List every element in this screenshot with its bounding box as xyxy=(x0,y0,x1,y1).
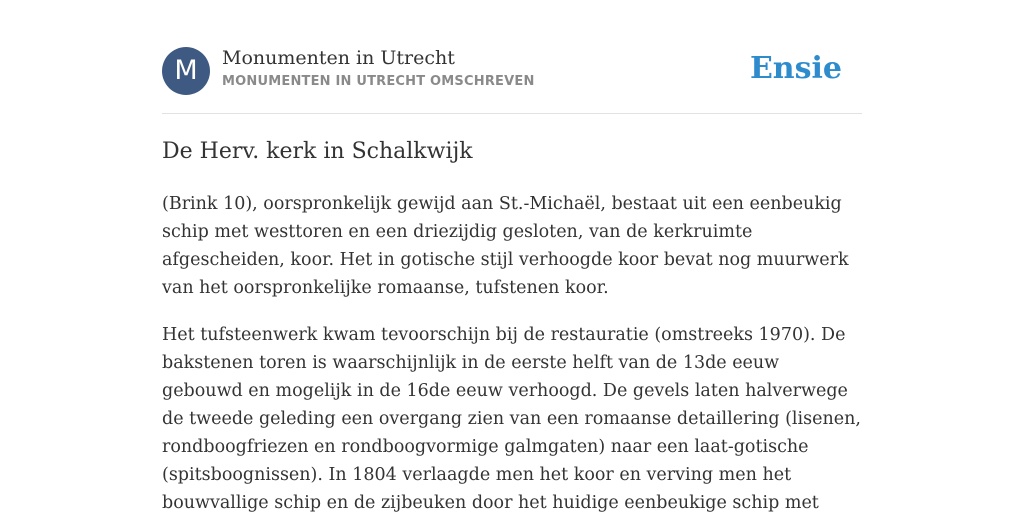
article-title: De Herv. kerk in Schalkwijk xyxy=(162,139,473,164)
avatar[interactable]: M xyxy=(162,47,210,95)
header-divider xyxy=(162,113,862,114)
article-paragraph: (Brink 10), oorspronkelijk gewijd aan St.-Michaël, bestaat uit een eenbeukig schip met westtoren en een driezijdig gesloten, van de kerkruimte afgescheiden, koor. Het in gotische stijl verhoogde koor bevat nog muurwerk van het oorspronkelijke romaanse, tufstenen koor. xyxy=(162,194,849,298)
article-body xyxy=(162,190,862,512)
article-paragraph: Het tufsteenwerk kwam tevoorschijn bij de restauratie (omstreeks 1970). De bakstenen toren is waarschijnlijk in de eerste helft van de 13de eeuw gebouwd en mogelijk in de 16de eeuw verhoogd. De gevels laten halverwege de tweede geleding een overgang zien van een romaanse detaillering (lisenen, rondboogfriezen en rondboogvormige galmgaten) naar een laat-gotische (spitsboognissen). In 1804 verlaagde men het koor en verving men het bouwvallige schip en de zijbeuken door het huidige eenbeukige schip met xyxy=(162,325,861,512)
site-title[interactable]: Monumenten in Utrecht xyxy=(222,47,455,69)
site-header xyxy=(162,46,862,96)
ensie-logo[interactable]: Ensie xyxy=(749,51,842,86)
site-subtitle: MONUMENTEN IN UTRECHT OMSCHREVEN xyxy=(222,74,535,89)
